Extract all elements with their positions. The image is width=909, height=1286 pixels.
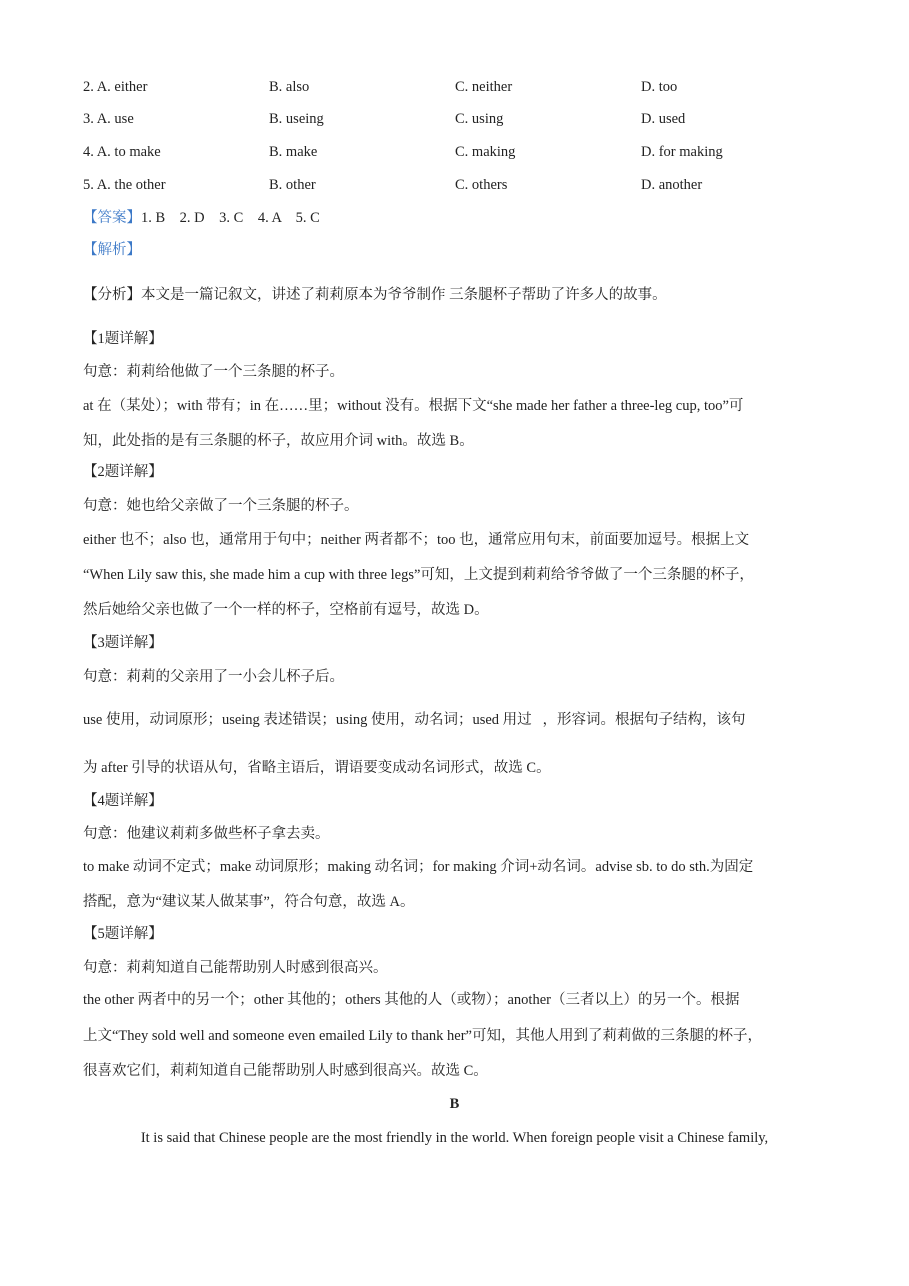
q4-heading: 【4题详解】: [83, 793, 163, 809]
option-b: B. useing: [269, 111, 324, 127]
q2-explanation-line: “When Lily saw this, she made him a cup with three legs”可知，上文提到莉莉给爷爷做了一个三条腿的杯子，: [83, 567, 754, 583]
answer-text: 1. B 2. D 3. C 4. A 5. C: [141, 210, 320, 226]
option-row-q2: [83, 77, 823, 97]
q2-explanation-line: either 也不；also 也，通常用于句中；neither 两者都不；too 也，通常应用句末，前面要加逗号。根据上文: [83, 532, 750, 548]
q4-meaning: 句意：他建议莉莉多做些杯子拿去卖。: [83, 826, 330, 842]
option-a: 3. A. use: [83, 111, 134, 127]
q5-explanation-line: the other 两者中的另一个；other 其他的；others 其他的人（或物）；another（三者以上）的另一个。根据: [83, 992, 740, 1008]
option-b: B. make: [269, 144, 318, 160]
option-b: B. other: [269, 177, 316, 193]
option-a: 4. A. to make: [83, 144, 161, 160]
q1-explanation-line: 知，此处指的是有三条腿的杯子，故应用介词 with。故选 B。: [83, 433, 474, 449]
q1-meaning: 句意：莉莉给他做了一个三条腿的杯子。: [83, 364, 344, 380]
option-b: B. also: [269, 79, 310, 95]
option-a: 5. A. the other: [83, 177, 166, 193]
option-d: D. another: [641, 177, 703, 193]
option-row-q4: [83, 142, 823, 162]
q2-meaning: 句意：她也给父亲做了一个三条腿的杯子。: [83, 498, 359, 514]
q5-heading: 【5题详解】: [83, 926, 163, 942]
q1-explanation-line: at 在（某处）；with 带有；in 在……里；without 没有。根据下文“she made her father a three-leg cup, too”可: [83, 398, 744, 414]
answer-label: 【答案】: [83, 210, 141, 226]
q3-explanation-line: use 使用，动词原形；useing 表述错误；using 使用，动名词；used 用过 ，形容词。根据句子结构，该句: [83, 712, 746, 728]
q2-heading: 【2题详解】: [83, 464, 163, 480]
option-c: C. others: [455, 177, 508, 193]
section-intro: It is said that Chinese people are the most friendly in the world. When foreign people visit a Chinese family,: [140, 1130, 769, 1146]
option-c: C. using: [455, 111, 504, 127]
option-d: D. used: [641, 111, 686, 127]
q3-heading: 【3题详解】: [83, 635, 163, 651]
q5-meaning: 句意：莉莉知道自己能帮助别人时感到很高兴。: [83, 960, 388, 976]
option-c: C. neither: [455, 79, 513, 95]
q3-meaning: 句意：莉莉的父亲用了一小会儿杯子后。: [83, 669, 344, 685]
q3-explanation-line: 为 after 引导的状语从句，省略主语后，谓语要变成动名词形式，故选 C。: [83, 760, 551, 776]
q4-explanation-line: to make 动词不定式；make 动词原形；making 动名词；for making 介词+动名词。advise sb. to do sth.为固定: [83, 859, 754, 875]
option-row-q5: [83, 175, 823, 195]
option-row-q3: [83, 109, 823, 129]
section-title: B: [449, 1096, 460, 1112]
option-d: D. too: [641, 79, 678, 95]
q1-heading: 【1题详解】: [83, 331, 163, 347]
option-a: 2. A. either: [83, 79, 148, 95]
analysis-label: 【解析】: [83, 242, 141, 258]
q2-explanation-line: 然后她给父亲也做了一个一样的杯子，空格前有逗号，故选 D。: [83, 602, 489, 618]
option-c: C. making: [455, 144, 516, 160]
q5-explanation-line: 上文“They sold well and someone even emailed Lily to thank her”可知，其他人用到了莉莉做的三条腿的杯子，: [83, 1028, 762, 1044]
answer-line: [83, 208, 320, 228]
option-d: D. for making: [641, 144, 723, 160]
q5-explanation-line: 很喜欢它们，莉莉知道自己能帮助别人时感到很高兴。故选 C。: [83, 1063, 488, 1079]
summary-text: 【分析】本文是一篇记叙文，讲述了莉莉原本为爷爷制作 三条腿杯子帮助了许多人的故事。: [83, 287, 667, 303]
q4-explanation-line: 搭配，意为“建议某人做某事”，符合句意，故选 A。: [83, 894, 415, 910]
